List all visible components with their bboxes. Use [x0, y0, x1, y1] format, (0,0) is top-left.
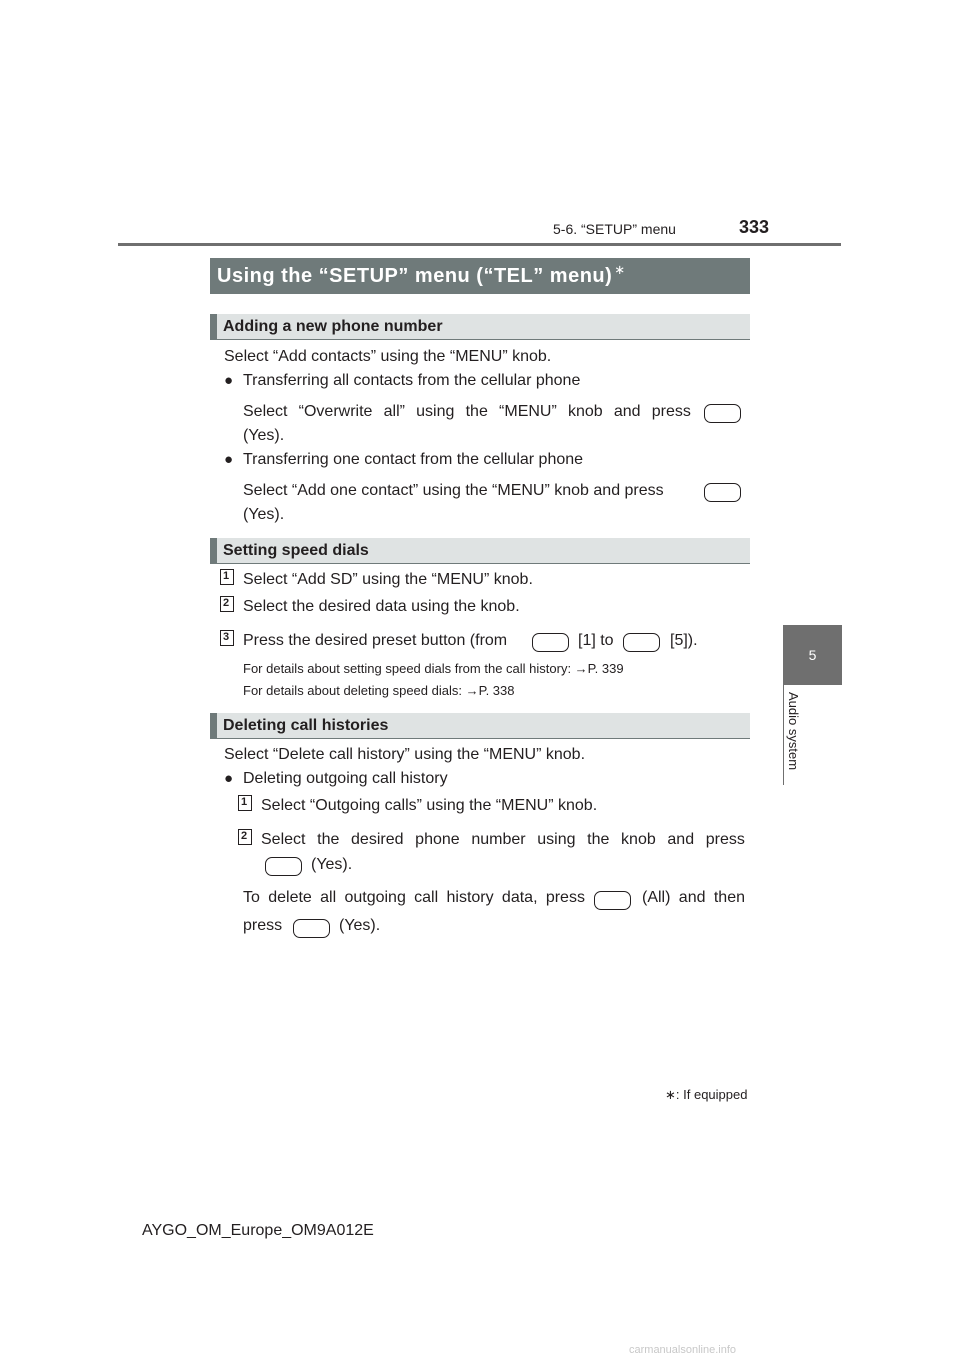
speed-step-3a: Press the desired preset button (from — [243, 632, 508, 649]
word: phone — [415, 831, 460, 848]
step-number: 2 — [238, 829, 252, 845]
page-heading-text: Using the “SETUP” menu (“TEL” menu) — [217, 264, 613, 287]
deleting-step-2-end: (Yes). — [311, 856, 353, 873]
watermark: carmanualsonline.info — [629, 1344, 737, 1356]
word: call — [414, 889, 439, 906]
speed-step-3b: [1] to — [578, 632, 614, 649]
word: knob — [621, 831, 656, 848]
preset-button-icon — [704, 404, 741, 423]
word: desired — [351, 831, 404, 848]
word: number — [471, 831, 526, 848]
preset-button-icon — [704, 483, 741, 502]
speed-step-1: Select “Add SD” using the “MENU” knob. — [243, 571, 533, 588]
preset-button-icon — [532, 633, 569, 652]
chapter-label-text: Audio system — [786, 692, 801, 771]
adding-bullet-all-end: (Yes). — [243, 427, 285, 444]
word: “MENU” — [499, 403, 557, 420]
deleting-all-press: press — [243, 917, 283, 934]
preset-button-icon — [623, 633, 660, 652]
section-title: 5-6. “SETUP” menu — [553, 221, 676, 237]
adding-bullet-one-end: (Yes). — [243, 506, 285, 523]
equipped-mark: ∗ — [614, 262, 626, 277]
bullet-icon: ● — [224, 451, 234, 468]
tab-divider — [783, 685, 784, 785]
adding-bullet-all: Transferring all contacts from the cellular phone — [243, 372, 581, 389]
step-number: 3 — [220, 630, 234, 646]
preset-button-icon — [293, 919, 330, 938]
adding-bullet-one-instruction: Select “Add one contact” using the “MENU” knob and press — [243, 482, 664, 499]
word: history — [446, 889, 494, 906]
word: all — [320, 889, 337, 906]
page-heading — [210, 258, 750, 294]
chapter-number: 5 — [808, 647, 817, 663]
subheading-deleting: Deleting call histories — [210, 713, 750, 739]
preset-button-icon — [265, 857, 302, 876]
speed-step-3c: [5]). — [670, 632, 698, 649]
word: using — [537, 831, 576, 848]
footnote-text: : If equipped — [675, 1087, 748, 1102]
footnote-mark: ∗ — [665, 1087, 676, 1102]
chapter-tab — [783, 625, 842, 685]
subheading-speed-dials: Setting speed dials — [210, 538, 750, 564]
deleting-step-2 — [261, 830, 745, 850]
page-number: 333 — [739, 217, 770, 237]
step-number: 1 — [220, 569, 234, 585]
word: the — [317, 831, 340, 848]
subheading-adding: Adding a new phone number — [210, 314, 750, 340]
header-rule — [118, 243, 841, 246]
word: data, — [501, 889, 538, 906]
word: all” — [383, 403, 405, 420]
chapter-label — [787, 692, 803, 782]
preset-button-icon — [594, 891, 631, 910]
deleting-all-end: (Yes). — [339, 917, 381, 934]
deleting-intro: Select “Delete call history” using the “MENU” knob. — [224, 746, 586, 763]
speed-note-call-history: For details about setting speed dials from the call history: →P. 339 — [243, 661, 624, 676]
step-number: 2 — [220, 596, 234, 612]
bullet-icon: ● — [224, 372, 234, 389]
deleting-all-instruction — [243, 888, 585, 908]
word: press — [705, 831, 745, 848]
footnote — [665, 1087, 747, 1103]
word: using — [416, 403, 455, 420]
speed-note-delete: For details about deleting speed dials: →P. 338 — [243, 683, 515, 698]
deleting-bullet: Deleting outgoing call history — [243, 770, 448, 787]
word: knob — [567, 403, 603, 420]
word: and — [667, 831, 695, 848]
word: press — [545, 889, 585, 906]
word: outgoing — [344, 889, 406, 906]
word: the — [587, 831, 610, 848]
speed-step-2: Select the desired data using the knob. — [243, 598, 520, 615]
word: Select — [261, 831, 306, 848]
word: Select — [243, 403, 288, 420]
deleting-all-mid: (All) and then — [642, 889, 745, 906]
word: delete — [268, 889, 312, 906]
word: and — [613, 403, 641, 420]
deleting-step-1: Select “Outgoing calls” using the “MENU” knob. — [261, 797, 598, 814]
word: To — [243, 889, 260, 906]
word: press — [651, 403, 691, 420]
adding-bullet-one: Transferring one contact from the cellular phone — [243, 451, 584, 468]
word: “Overwrite — [298, 403, 373, 420]
adding-bullet-all-instruction — [243, 402, 691, 422]
word: the — [465, 403, 488, 420]
bullet-icon: ● — [224, 770, 234, 787]
adding-intro: Select “Add contacts” using the “MENU” knob. — [224, 348, 552, 365]
document-id: AYGO_OM_Europe_OM9A012E — [142, 1222, 374, 1239]
step-number: 1 — [238, 795, 252, 811]
